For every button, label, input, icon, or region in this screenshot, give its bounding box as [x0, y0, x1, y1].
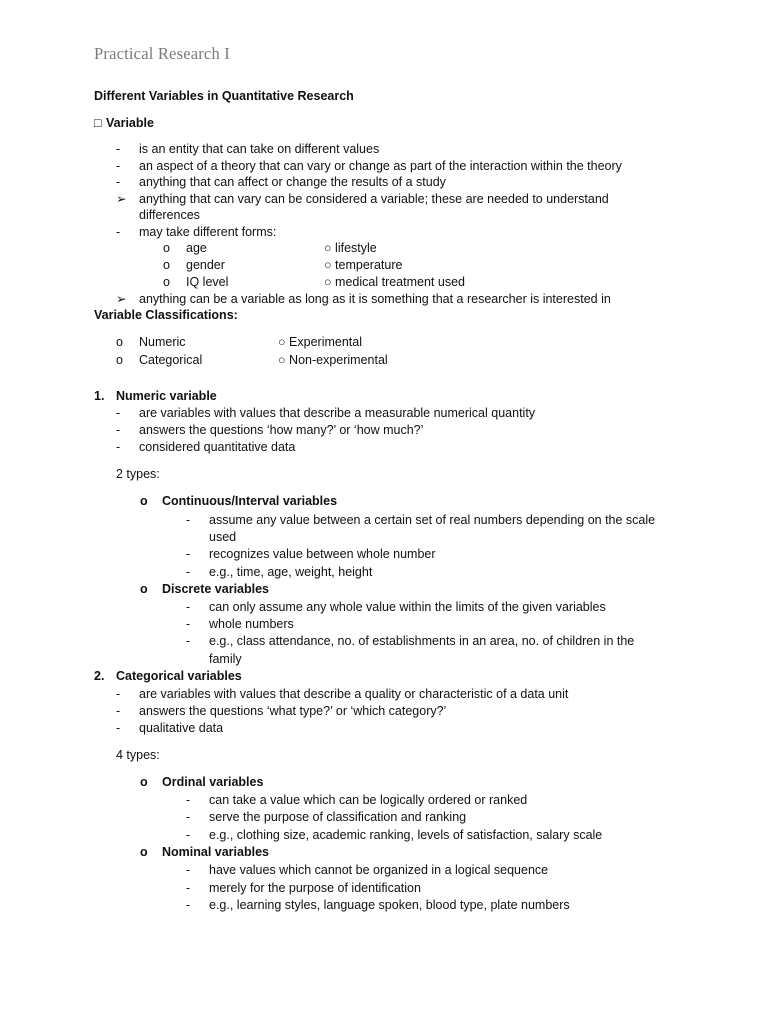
circle-bullet-icon: o	[116, 353, 123, 367]
list-item-text: are variables with values that describe a measurable numerical quantity	[139, 406, 536, 420]
dash-marker: -	[186, 863, 191, 877]
arrow-bullet-icon: ➢	[116, 192, 127, 206]
list-item-text: recognizes value between whole number	[209, 547, 436, 561]
circle-bullet-icon: o	[140, 582, 148, 596]
list-item-continuation: family	[209, 652, 242, 666]
list-item-text: may take different forms:	[139, 225, 277, 239]
categorical-heading-text: Categorical variables	[116, 669, 242, 683]
dash-marker: -	[116, 721, 121, 735]
circle-bullet-icon: o	[116, 335, 123, 349]
hollow-circle-icon: ○	[324, 275, 332, 289]
form-item-text: temperature	[335, 258, 403, 272]
section-number: 2.	[94, 669, 105, 683]
dash-marker: -	[116, 423, 121, 437]
dash-marker: -	[186, 881, 191, 895]
subtype-heading-text: Discrete variables	[162, 582, 270, 596]
form-item: IQ level	[186, 275, 229, 289]
list-item-text: is an entity that can take on different values	[139, 142, 380, 156]
form-item-text: lifestyle	[335, 241, 377, 255]
list-item-text: considered quantitative data	[139, 440, 296, 454]
variable-heading-text: Variable	[106, 116, 154, 130]
dash-marker: -	[116, 159, 121, 173]
list-item-text: e.g., time, age, weight, height	[209, 565, 373, 579]
list-item-text: qualitative data	[139, 721, 224, 735]
classification-item	[278, 334, 362, 351]
dash-marker: -	[186, 600, 191, 614]
classification-item-text: Non-experimental	[289, 353, 388, 367]
list-item-text: e.g., learning styles, language spoken, blood type, plate numbers	[209, 898, 570, 912]
circle-bullet-icon: o	[140, 845, 148, 859]
circle-bullet-icon: o	[140, 775, 148, 789]
list-item-continuation: differences	[139, 208, 200, 222]
list-item-text: merely for the purpose of identification	[209, 881, 421, 895]
dash-marker: -	[186, 565, 191, 579]
dash-marker: -	[116, 440, 121, 454]
dash-marker: -	[116, 406, 121, 420]
numeric-heading-text: Numeric variable	[116, 389, 217, 403]
list-item-text: whole numbers	[209, 617, 294, 631]
page-header-title: Practical Research I	[94, 44, 230, 63]
subtype-heading-text: Continuous/Interval variables	[162, 494, 338, 508]
hollow-circle-icon: ○	[278, 353, 286, 367]
classification-item-text: Experimental	[289, 335, 362, 349]
list-item-text: serve the purpose of classification and ranking	[209, 810, 467, 824]
list-item-text: have values which cannot be organized in a logical sequence	[209, 863, 549, 877]
circle-bullet-icon: o	[163, 241, 170, 255]
hollow-circle-icon: ○	[324, 241, 332, 255]
list-item-text: answers the questions ‘how many?’ or ‘how much?’	[139, 423, 424, 437]
circle-bullet-icon: o	[163, 275, 170, 289]
classification-item: Categorical	[139, 353, 203, 367]
list-item-text: an aspect of a theory that can vary or change as part of the interaction within the theory	[139, 159, 622, 173]
list-item-text: can only assume any whole value within the limits of the given variables	[209, 600, 606, 614]
form-item: age	[186, 241, 207, 255]
form-item	[324, 274, 465, 291]
subtype-heading-text: Ordinal variables	[162, 775, 264, 789]
form-item	[324, 240, 377, 257]
hollow-circle-icon: ○	[278, 335, 286, 349]
document-title: Different Variables in Quantitative Research	[94, 89, 354, 103]
subtype-heading-text: Nominal variables	[162, 845, 269, 859]
dash-marker: -	[186, 793, 191, 807]
dash-marker: -	[116, 175, 121, 189]
list-item-text: assume any value between a certain set of real numbers depending on the scale	[209, 513, 656, 527]
list-item-text: anything can be a variable as long as it is something that a researcher is interested in	[139, 292, 611, 306]
dash-marker: -	[186, 828, 191, 842]
dash-marker: -	[116, 687, 121, 701]
list-item-text: answers the questions ‘what type?’ or ‘which category?’	[139, 704, 447, 718]
form-item-text: medical treatment used	[335, 275, 465, 289]
list-item-text: e.g., class attendance, no. of establishments in an area, no. of children in the	[209, 634, 635, 648]
dash-marker: -	[186, 898, 191, 912]
form-item: gender	[186, 258, 225, 272]
list-item-text: anything that can affect or change the results of a study	[139, 175, 446, 189]
classification-item	[278, 352, 388, 369]
types-label: 4 types:	[116, 748, 160, 762]
types-label: 2 types:	[116, 467, 160, 481]
classification-item: Numeric	[139, 335, 186, 349]
classifications-heading: Variable Classifications:	[94, 308, 238, 322]
dash-marker: -	[186, 617, 191, 631]
hollow-circle-icon: ○	[324, 258, 332, 272]
dash-marker: -	[116, 142, 121, 156]
dash-marker: -	[186, 810, 191, 824]
list-item-text: e.g., clothing size, academic ranking, levels of satisfaction, salary scale	[209, 828, 603, 842]
dash-marker: -	[186, 634, 191, 648]
dash-marker: -	[186, 547, 191, 561]
list-item-continuation: used	[209, 530, 237, 544]
circle-bullet-icon: o	[140, 494, 148, 508]
square-bullet-icon: □	[94, 116, 102, 130]
list-item-text: are variables with values that describe a quality or characteristic of a data unit	[139, 687, 569, 701]
dash-marker: -	[186, 513, 191, 527]
circle-bullet-icon: o	[163, 258, 170, 272]
section-number: 1.	[94, 389, 105, 403]
list-item-text: anything that can vary can be considered a variable; these are needed to understand	[139, 192, 609, 206]
dash-marker: -	[116, 225, 121, 239]
dash-marker: -	[116, 704, 121, 718]
list-item-text: can take a value which can be logically ordered or ranked	[209, 793, 528, 807]
form-item	[324, 257, 402, 274]
arrow-bullet-icon: ➢	[116, 292, 127, 306]
